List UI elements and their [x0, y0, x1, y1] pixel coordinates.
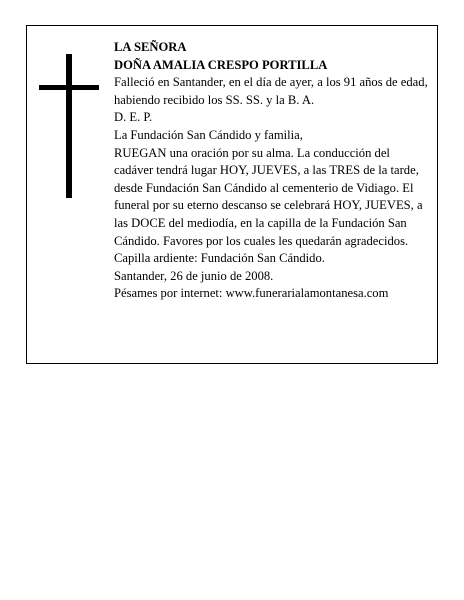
family-line: La Fundación San Cándido y familia, [114, 127, 303, 142]
cross-horizontal-bar [39, 85, 99, 90]
notice-title: LA SEÑORA [114, 40, 187, 54]
cross-vertical-bar [66, 54, 72, 198]
notice-text [114, 39, 432, 303]
obituary-notice [26, 25, 438, 364]
rip-line: D. E. P. [114, 110, 153, 125]
latin-cross-icon [39, 54, 99, 198]
deceased-name: DOÑA AMALIA CRESPO PORTILLA [114, 57, 328, 72]
condolences-line: Pésames por internet: www.funerarialamontanesa.com [114, 286, 389, 301]
request-paragraph: RUEGAN una oración por su alma. La conducción del cadáver tendrá lugar HOY, JUEVES, a las TRES de la tarde, desde Fundación San Cándido al cementerio de Vidiago. El funeral por su eterno descanso se celebrará HOY, JUEVES, a las DOCE del mediodía, en la capilla de la Fundación San Cándido. Favores por los cuales les quedarán agradecidos. Capilla ardiente: Fundación San Cándido. [114, 145, 423, 266]
death-paragraph: Falleció en Santander, en el día de ayer, a los 91 años de edad, habiendo recibido los SS. SS. y la B. A. [114, 75, 428, 107]
place-date: Santander, 26 de junio de 2008. [114, 268, 274, 283]
